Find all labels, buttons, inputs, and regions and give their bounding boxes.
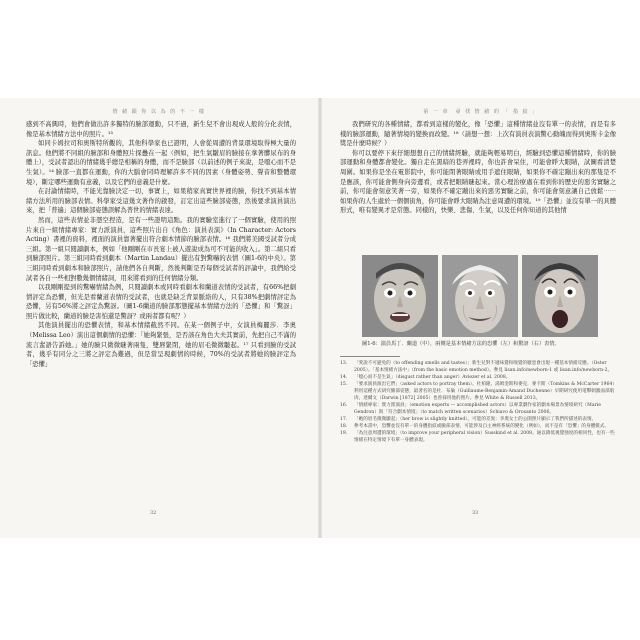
figure-caption: 圖1-6：演員馬丁．蘭道（中），兩側是基本情緒方法的恐懼（左）和驚訝（右）表情。	[362, 341, 560, 347]
note-item	[340, 360, 616, 374]
note-text: 「情緒專家：實力派演員」（emotion experts — accomplished actors）以專業劇作家的劇本場景為情境研究（Marie Gendron）與「符合劇本情境」（to match written scenarios）Schiavo & Orosanto 2006。	[354, 403, 601, 415]
paragraph: 其他演員擺出的恐懼表情，和基本情緒截然不同。在某一個例子中，女演員梅麗莎．李奧（Melissa Leo）演出這個劇情的恐懼：「她夠緊張，是否該在角色大夫其實前，先把自己不滿的流言蜚語告訴她。」她的臉只微微瞇著兩隻，雙唇緊閉，她的眉毛微微皺起。¹⁷ 只看到臉的受試者，幾乎有同分之三將之評定為難過，但是當呈現劇情的時候，70%的受試者將她的臉評定為「恐懼」	[26, 322, 296, 368]
left-body-text	[26, 120, 296, 369]
note-number: 15.	[340, 382, 348, 387]
note-number: 16.	[340, 403, 348, 408]
paragraph: 如同卡姆拉司和奧斯特所觀的，其他科學家也已證明，人會從周遭的背景環境取得極大量的訊息。他們將不同組的臉部和身體照片探疊在一起（例如，把生氣皺眉的臉接在拿著髒尿布的身體上），受試者認出的情緒幾乎總是相稱的身體，而不是臉部（以前述的例子來說，是噁心而不是生氣）。¹⁴ 臉部一直都在運動，你的大腦會同時理解許多不同的因素（身體姿勢、聲音和整體環境），斷定哪些運動有意義，以及它們的意義是什麼。	[26, 140, 296, 186]
note-number: 17.	[340, 417, 348, 422]
note-number: 14.	[340, 375, 348, 380]
paragraph: 在討論情緒時，不能光靠臉決定一切，事實上，如果稍家真實世界裡的臉，你找不到基本情緒方法所用的臉部表情。科學家受這幾文著作的啟發，訂定出這些臉部姿態，然後要求演員演出來，把「普遍」這個臉部姿態誤解為普世的情緒表達。	[26, 188, 296, 215]
surprise-face-photo	[522, 255, 598, 337]
note-item	[340, 430, 616, 444]
note-number: 13.	[340, 361, 348, 366]
figure-1-6	[362, 255, 598, 337]
right-page	[322, 98, 640, 538]
note-item	[340, 416, 616, 423]
note-item	[340, 381, 616, 402]
landau-face-photo	[442, 255, 518, 337]
paragraph: 你可以要停下來仔細想想自己的情緒經驗，就能夠輕易明白，經驗到恐懼這種情緒時，你的臉部運動和身體都會變化。獨自走在黑暗的巷弄裡時，你也許會呆住，可能會睜大眼睛，試圖看清楚周圍。如果你是坐在電影院中，你可能閉著眼睛或用手遮住眼睛，如果你不確定蹦出來的那隻是不是應該，你可能會側身向旁邊看，或者把眼睛瞇起來。當心理治療處在看到你的歷史的惡劣實驗之前，你可能會刻意笑著一旁，如果你不確定蹦出來的惡劣實驗之前，你可能會刻意讓自己放鬆⋯⋯如果你的人生處於一個個街角，你可能會睜大眼睛為注意周遭的環境。¹⁹「恐懼」並沒有單一的具體形式，唯有變異才是常態。同樣的，快樂、悲傷、生氣，以及任何你知道的其他情	[340, 149, 616, 215]
paragraph: 我們研究的各種情緒，都看到這樣的變化，像「恐懼」這種情緒並沒有單一的表情，而是有多樣的臉部運動，隨著情境的變換而改變。¹⁸（請想一想：上次有演員表演驚心動魄而得到奧斯卡金像獎是什麼時候？）	[340, 121, 616, 148]
note-item	[340, 423, 616, 430]
left-page	[0, 98, 318, 538]
paragraph: 感到不高興時，他們會做出許多獨特的臉部運動，只不過，新生兒不會出現成人般的分化表情，像是基本情緒方法中的照片。¹³	[26, 121, 296, 138]
fear-face-photo	[362, 255, 438, 337]
note-item	[340, 402, 616, 416]
running-head-left: 情 緒 跟 你 以 為 的 不 一 樣	[112, 109, 206, 115]
note-text: 「噁心而不是生氣」（disgust rather than anger）Aviezer et al. 2008。	[354, 375, 511, 380]
note-number: 18.	[340, 424, 348, 429]
right-body-text	[340, 120, 616, 216]
note-item	[340, 374, 616, 381]
note-text: 參考本書中，恐懼並沒有單一的身體指紋或臉部表情，可能涉及自主神經系統的變化（例如），而不是有「恐懼」的身體模式。	[354, 424, 609, 429]
note-number: 19.	[340, 431, 348, 436]
paragraph: 以我剛剛提到的驚嚇情緒為例，只閱讀劇本或同時看劇本和蘭道表情的受試者，有66%把劇情評定為恐懼，但光是看蘭道表情的受試者，也就是缺乏背景脈絡的人，只有38%把劇情評定為恐懼，另有56%將之評定為驚訝。（圖1-6蘭道的臉部那態擺基本情緒方法的「恐懼」和「驚訝」照片做比較，蘭道的臉是害怕還是驚訝？或兩者都有呢？）	[26, 284, 296, 320]
running-head-right: 第 一 章 尋 找 情 緒 的 「 指 紋 」	[423, 109, 539, 115]
book-spread	[0, 98, 640, 538]
page-number-left: 32	[150, 510, 157, 516]
note-text: 「為注意周遭的環境」（to improve your peripheral vision）Susskind et al. 2008。通以降低視覺強度的相同性，也有一些情緒在特定情境下有單一身體表現。	[354, 431, 615, 443]
page-number-right: 33	[472, 510, 479, 516]
note-text: 「愛說不可避免的（to offending smells and tastes）」新生兒對不適味覺和嗅覺的厭惡會出現一種基本情緒反應。（Oster 2005）。「基本情緒方法中」（from the basic emotion method）。參見 lisan.info/newborn-1 或 lisan.info/newborn-2。	[354, 361, 613, 373]
note-text: 「要求演員演出它們」（asked actors to portray them）。杜柏隆、湯姆金斯和麥克．麥卡斯（Tomkins & McCarter 1964）利用這種方式研究臉部姿態，最著名的是杜．布倫（Guillaume-Benjamin-Amand Duchenne）早期研究使用電擊刺激面部肌肉，達爾文（Darwin [1872] 2005）也曾採用他的照片。參見 White & Russell 2013。	[354, 382, 615, 401]
endnotes	[340, 356, 616, 444]
note-text: 「她的眉毛微微皺起」（her brow is slightly knitted）。可能的差異：李奧女士的公開照片顯示了我們所描述的表情。	[354, 417, 597, 422]
paragraph: 然而，這些表情並非憑空捏造，是有一些證明這點。我的實驗室進行了一個實驗，使用的照片來自一組情緒專家：實力派演員，這些照片出自《角色：演員表演》（In Character: Actors Acting）書裡的資料，裡面的演員靠著擺出符合劇本情節的臉部表情。¹⁶ 我們將美國受試者分成三組。第一組只閱讀劇本，例如「他剛剛在市長宴上被人遊說成為可不可能的收入」。第二組只看到臉部照片。第三組同時看到劇本（Martin Landau）擺出有對驚嚇的表情（圖1-6的中央）。第三組同時看到劇本和臉部照片，請他們各自判斷，然後判斷是否每個受試者的評論中，我們給受試者各自一些相對數幾個情緒詞，用來將看到的任何情緒分類。	[26, 216, 296, 282]
notes-divider	[340, 356, 400, 357]
